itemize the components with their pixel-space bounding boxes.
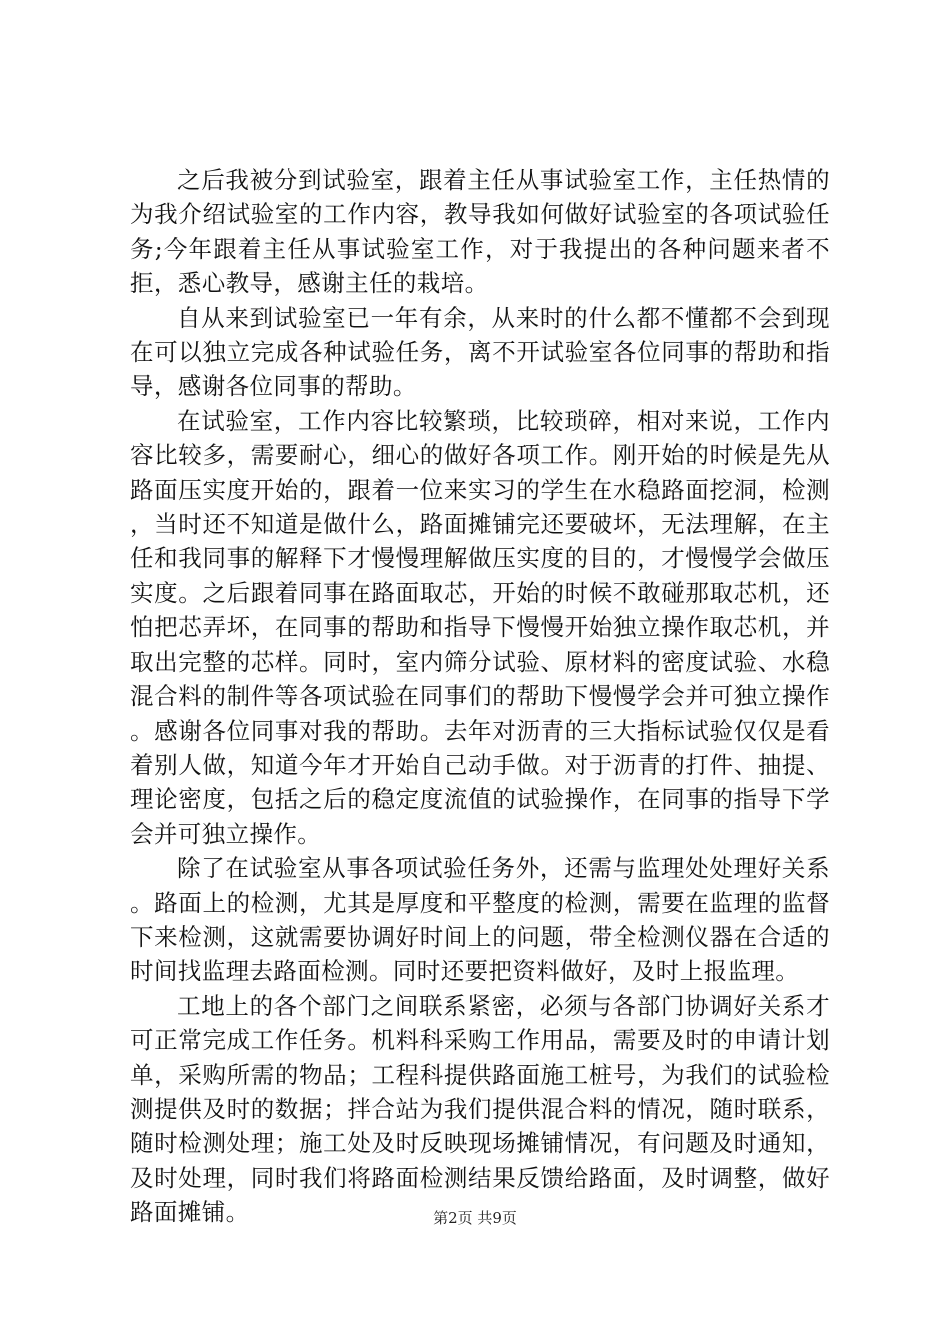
page-number-footer: 第2页 共9页 xyxy=(433,1209,517,1227)
paragraph: 除了在试验室从事各项试验任务外，还需与监理处处理好关系。路面上的检测，尤其是厚度和平整度的检测，需要在监理的监督下来检测，这就需要协调好时间上的问题，带全检测仪器在合适的时间找监理去路面检测。同时还要把资料做好，及时上报监理。 xyxy=(130,854,830,986)
paragraph: 之后我被分到试验室，跟着主任从事试验室工作，主任热情的为我介绍试验室的工作内容，教导我如何做好试验室的各项试验任务;今年跟着主任从事试验室工作，对于我提出的各种问题来者不拒，悉心教导，感谢主任的栽培。 xyxy=(130,166,830,298)
paragraph: 自从来到试验室已一年有余，从来时的什么都不懂都不会到现在可以独立完成各种试验任务，离不开试验室各位同事的帮助和指导，感谢各位同事的帮助。 xyxy=(130,303,830,401)
paragraph: 在试验室，工作内容比较繁琐，比较琐碎，相对来说，工作内容比较多，需要耐心，细心的做好各项工作。刚开始的时候是先从路面压实度开始的，跟着一位来实习的学生在水稳路面挖洞，检测，当时还不知道是做什么，路面摊铺完还要破坏，无法理解，在主任和我同事的解释下才慢慢理解做压实度的目的，才慢慢学会做压实度。之后跟着同事在路面取芯，开始的时候不敢碰那取芯机，还怕把芯弄坏，在同事的帮助和指导下慢慢开始独立操作取芯机，并取出完整的芯样。同时，室内筛分试验、原材料的密度试验、水稳混合料的制件等各项试验在同事们的帮助下慢慢学会并可独立操作。感谢各位同事对我的帮助。去年对沥青的三大指标试验仅仅是看着别人做，知道今年才开始自己动手做。对于沥青的打件、抽提、理论密度，包括之后的稳定度流值的试验操作，在同事的指导下学会并可独立操作。 xyxy=(130,406,830,848)
document-body xyxy=(130,163,830,1230)
paragraph: 工地上的各个部门之间联系紧密，必须与各部门协调好关系才可正常完成工作任务。机料科采购工作用品，需要及时的申请计划单，采购所需的物品；工程科提供路面施工桩号，为我们的试验检测提供及时的数据；拌合站为我们提供混合料的情况，随时联系，随时检测处理；施工处及时反映现场摊铺情况，有问题及时通知，及时处理，同时我们将路面检测结果反馈给路面，及时调整，做好路面摊铺。 xyxy=(130,991,830,1227)
